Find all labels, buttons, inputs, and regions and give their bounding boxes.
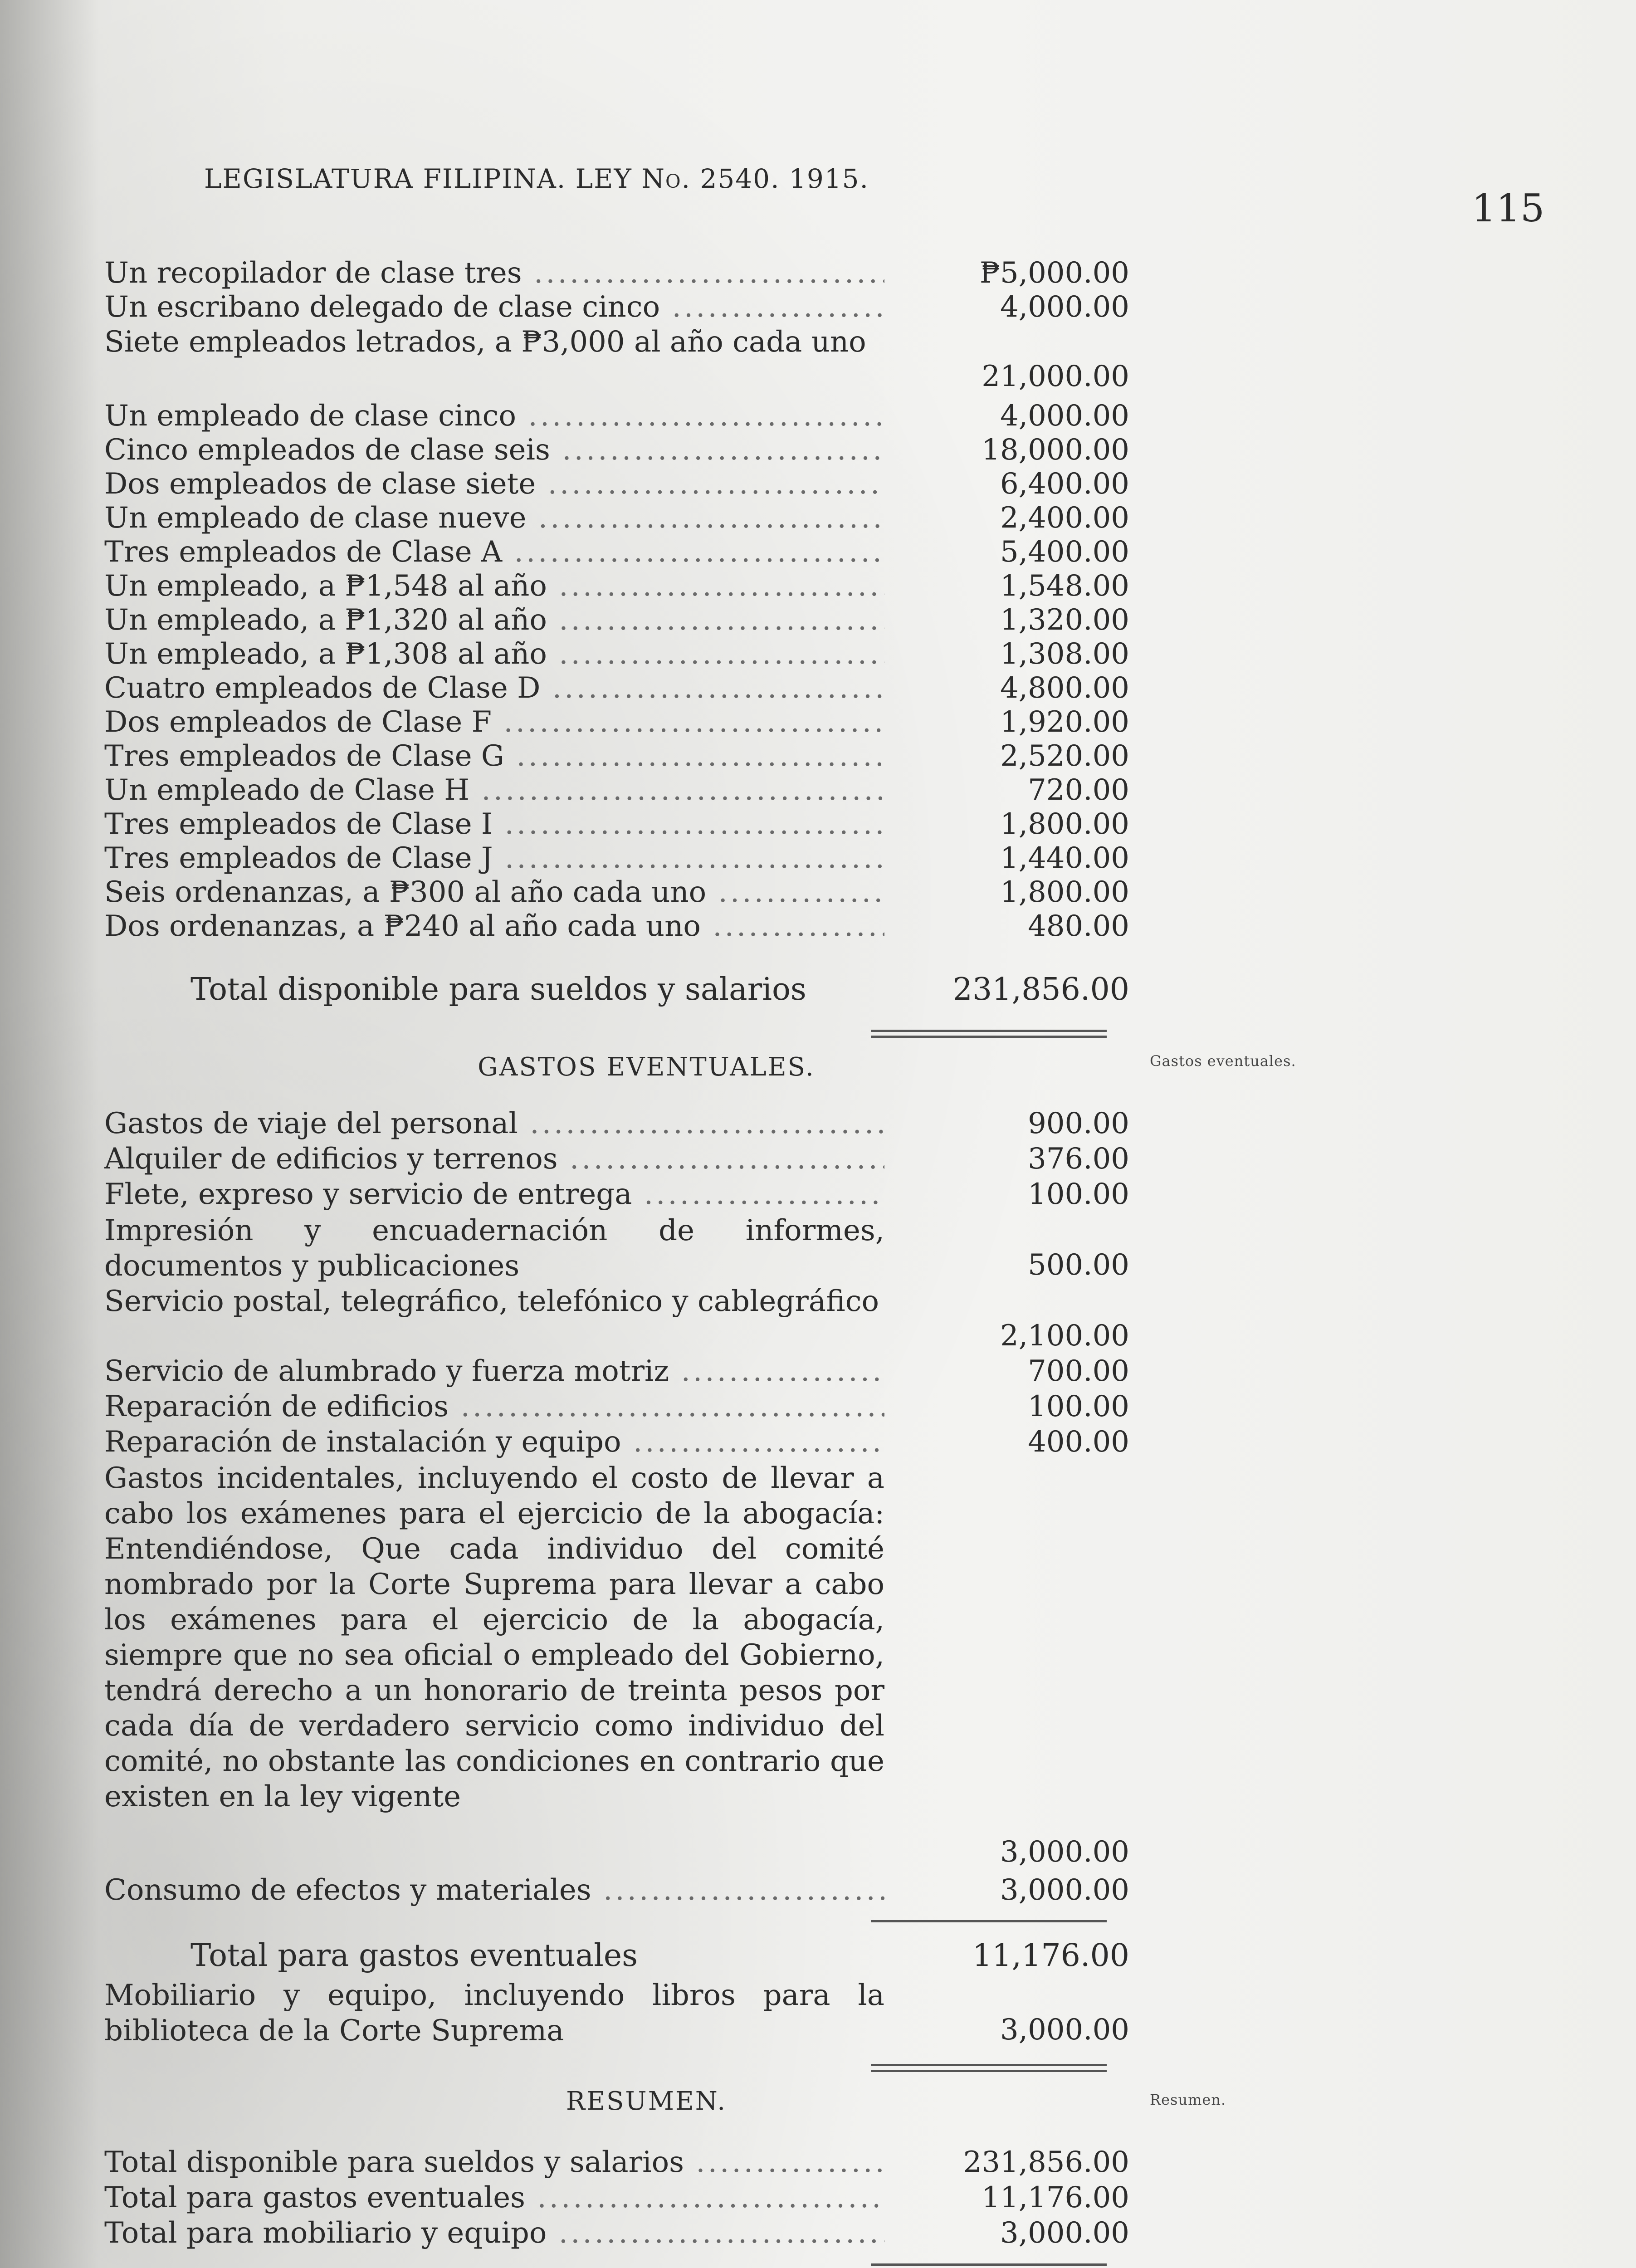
salary-amount: 1,800.00 bbox=[1000, 875, 1129, 909]
gastos-label: Flete, expreso y servicio de entrega ..... bbox=[104, 1178, 884, 1211]
resumen-row bbox=[104, 2216, 1129, 2250]
running-header: LEGISLATURA FILIPINA. LEY No. 2540. 1915. bbox=[204, 163, 869, 194]
salary-label: Un escribano delegado de clase cinco ..... bbox=[104, 290, 884, 324]
salary-amount: 1,320.00 bbox=[1000, 603, 1129, 637]
salary-row bbox=[104, 290, 1129, 324]
salary-label: Tres empleados de Clase J ..... bbox=[104, 841, 884, 875]
resumen-amount: 3,000.00 bbox=[1000, 2216, 1129, 2250]
gastos-total-amount: 11,176.00 bbox=[972, 1938, 1129, 1974]
salary-row bbox=[104, 256, 1129, 290]
salary-amount: 2,400.00 bbox=[1000, 501, 1129, 535]
salary-label: Cuatro empleados de Clase D ..... bbox=[104, 671, 884, 705]
gastos-label: Servicio de alumbrado y fuerza motriz ..... bbox=[104, 1354, 884, 1388]
salary-row bbox=[104, 773, 1129, 807]
salary-label: Un empleado de clase cinco ..... bbox=[104, 399, 884, 433]
mobiliario-double-rule bbox=[871, 2064, 1107, 2072]
resumen-amount: 231,856.00 bbox=[963, 2146, 1129, 2179]
salary-amount: 1,800.00 bbox=[1000, 807, 1129, 841]
salary-amount: 1,308.00 bbox=[1000, 637, 1129, 671]
salary-row bbox=[104, 739, 1129, 773]
salary-amount: 4,800.00 bbox=[1000, 671, 1129, 705]
salary-row bbox=[104, 467, 1129, 501]
salary-row bbox=[104, 501, 1129, 535]
salary-amount: 2,520.00 bbox=[1000, 739, 1129, 773]
salary-row bbox=[104, 433, 1129, 467]
gastos-amount: 400.00 bbox=[1028, 1425, 1129, 1459]
resumen-heading: RESUMEN. bbox=[566, 2087, 727, 2116]
salary-label: Un empleado de clase nueve ..... bbox=[104, 501, 884, 535]
gastos-row bbox=[104, 1390, 1129, 1423]
salary-label: Dos empleados de Clase F ..... bbox=[104, 705, 884, 739]
gastos-amount: 100.00 bbox=[1028, 1390, 1129, 1423]
resumen-label: Total para mobiliario y equipo ..... bbox=[104, 2216, 884, 2250]
gastos-total-row bbox=[190, 1937, 1129, 1975]
salary-amount: 6,400.00 bbox=[1000, 467, 1129, 501]
salaries-total-row bbox=[190, 971, 1129, 1009]
salary-label: Un recopilador de clase tres ..... bbox=[104, 256, 884, 290]
gastos-row bbox=[104, 1425, 1129, 1459]
salary-amount: 4,000.00 bbox=[1000, 290, 1129, 324]
gastos-amount: 376.00 bbox=[1028, 1142, 1129, 1176]
gastos-heading: GASTOS EVENTUALES. bbox=[478, 1052, 815, 1082]
mobiliario-amount: 3,000.00 bbox=[1000, 2013, 1129, 2047]
salary-amount: 1,548.00 bbox=[1000, 569, 1129, 603]
salary-amount: 5,400.00 bbox=[1000, 535, 1129, 569]
gastos-row bbox=[104, 1178, 1129, 1211]
salary-row bbox=[104, 637, 1129, 671]
salary-label: Tres empleados de Clase A ..... bbox=[104, 535, 884, 569]
scan-shadow bbox=[0, 0, 100, 2268]
salary-row bbox=[104, 875, 1129, 909]
salary-label: Tres empleados de Clase G ..... bbox=[104, 739, 884, 773]
gastos-label: Alquiler de edificios y terrenos ..... bbox=[104, 1142, 884, 1176]
salary-label: Tres empleados de Clase I ..... bbox=[104, 807, 884, 841]
salaries-total-amount: 231,856.00 bbox=[952, 972, 1129, 1007]
salary-row bbox=[104, 705, 1129, 739]
salary-row bbox=[104, 603, 1129, 637]
salary-amount: 720.00 bbox=[1028, 773, 1129, 807]
gastos-amount: 900.00 bbox=[1028, 1107, 1129, 1140]
resumen-margin-note: Resumen. bbox=[1150, 2091, 1226, 2108]
salary-row bbox=[104, 841, 1129, 875]
resumen-row bbox=[104, 2146, 1129, 2179]
gastos-amount: 500.00 bbox=[1028, 1248, 1129, 1282]
resumen-amount: 11,176.00 bbox=[982, 2181, 1129, 2214]
gastos-label: Reparación de edificios ..... bbox=[104, 1390, 884, 1423]
salary-label: Un empleado, a ₱1,308 al año ..... bbox=[104, 637, 884, 671]
salary-multiline-label: Siete empleados letrados, a ₱3,000 al año cada uno bbox=[104, 325, 866, 359]
salary-row bbox=[104, 671, 1129, 705]
gastos-row bbox=[104, 1873, 1129, 1907]
gastos-multiline-label: Servicio postal, telegráfico, telefónico y cablegráfico bbox=[104, 1285, 879, 1318]
gastos-amount: 3,000.00 bbox=[1000, 1835, 1129, 1869]
resumen-rule bbox=[871, 2263, 1107, 2266]
salary-label: Dos empleados de clase siete ..... bbox=[104, 467, 884, 501]
salaries-total-label: Total disponible para sueldos y salarios bbox=[190, 972, 806, 1007]
salary-amount: ₱5,000.00 bbox=[979, 256, 1129, 290]
gastos-label: Reparación de instalación y equipo ..... bbox=[104, 1425, 884, 1459]
page-number: 115 bbox=[1472, 186, 1545, 230]
salary-label: Dos ordenanzas, a ₱240 al año cada uno ..... bbox=[104, 909, 884, 943]
gastos-label: Consumo de efectos y materiales ..... bbox=[104, 1873, 884, 1907]
salary-amount: 480.00 bbox=[1028, 909, 1129, 943]
salary-amount: 4,000.00 bbox=[1000, 399, 1129, 433]
salary-label: Cinco empleados de clase seis ..... bbox=[104, 433, 884, 467]
gastos-amount: 700.00 bbox=[1028, 1354, 1129, 1388]
salary-label: Un empleado de Clase H ..... bbox=[104, 773, 884, 807]
gastos-subtotal-rule bbox=[871, 1920, 1107, 1922]
gastos-amount: 3,000.00 bbox=[1000, 1873, 1129, 1907]
resumen-label: Total disponible para sueldos y salarios ..... bbox=[104, 2146, 884, 2179]
resumen-label: Total para gastos eventuales ..... bbox=[104, 2181, 884, 2214]
gastos-row bbox=[104, 1142, 1129, 1176]
salary-amount: 18,000.00 bbox=[982, 433, 1129, 467]
salary-row bbox=[104, 399, 1129, 433]
gastos-row bbox=[104, 1354, 1129, 1388]
salary-amount: 1,440.00 bbox=[1000, 841, 1129, 875]
salary-label: Un empleado, a ₱1,320 al año ..... bbox=[104, 603, 884, 637]
resumen-row bbox=[104, 2181, 1129, 2214]
gastos-multiline-label: Impresión y encuadernación de informes, documentos y publicaciones bbox=[104, 1214, 884, 1283]
salary-label: Un empleado, a ₱1,548 al año ..... bbox=[104, 569, 884, 603]
gastos-label: Gastos de viaje del personal ..... bbox=[104, 1107, 884, 1140]
gastos-row bbox=[104, 1107, 1129, 1140]
gastos-amount: 2,100.00 bbox=[1000, 1319, 1129, 1353]
salary-amount: 21,000.00 bbox=[982, 360, 1129, 393]
salary-row bbox=[104, 909, 1129, 943]
salary-row bbox=[104, 569, 1129, 603]
gastos-incidentales-text: Gastos incidentales, incluyendo el costo de llevar a cabo los exámenes para el ejercicio de la abogacía: Entendiéndose, Que cada individuo del comité nombrado por la Corte Suprema para llevar a cabo los exámenes para el ejercicio de la abogacía, siempre que no sea oficial o empleado del Gobierno, tendrá derecho a un honorario de treinta pesos por cada día de verdadero servicio como individuo del comité, no obstante las condiciones en contrario que existen en la ley vigente bbox=[104, 1461, 884, 1813]
salary-amount: 1,920.00 bbox=[1000, 705, 1129, 739]
gastos-amount: 100.00 bbox=[1028, 1178, 1129, 1211]
salary-row bbox=[104, 535, 1129, 569]
salary-label: Seis ordenanzas, a ₱300 al año cada uno ..... bbox=[104, 875, 884, 909]
salary-row bbox=[104, 807, 1129, 841]
total-double-rule bbox=[871, 1030, 1107, 1038]
gastos-total-label: Total para gastos eventuales bbox=[190, 1938, 638, 1974]
mobiliario-label: Mobiliario y equipo, incluyendo libros para la biblioteca de la Corte Suprema bbox=[104, 1979, 884, 2048]
gastos-margin-note: Gastos eventuales. bbox=[1150, 1052, 1296, 1070]
